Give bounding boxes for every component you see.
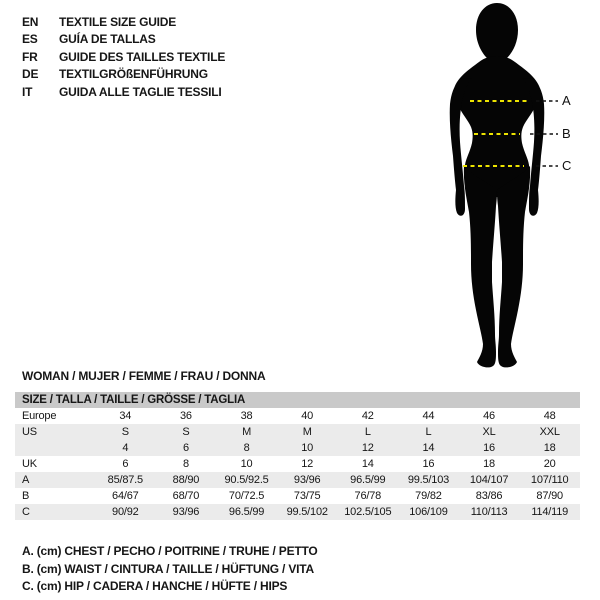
marker-label-a: A <box>562 93 571 108</box>
size-value: 96.5/99 <box>228 506 265 518</box>
row-label: A <box>22 474 30 486</box>
language-code: ES <box>22 32 38 47</box>
size-value: 20 <box>543 458 556 470</box>
list-item <box>22 66 225 84</box>
table-row <box>15 472 580 488</box>
size-value: 114/119 <box>531 506 569 518</box>
row-label: UK <box>22 458 37 470</box>
size-value: 102.5/105 <box>344 506 392 518</box>
size-value: 8 <box>182 458 189 470</box>
list-item <box>22 31 225 49</box>
size-table-header: SIZE / TALLA / TAILLE / GRÖSSE / TAGLIA <box>15 392 580 408</box>
measurement-legend <box>22 543 318 596</box>
marker-label-b: B <box>562 126 571 141</box>
size-value: 70/72.5 <box>228 490 265 502</box>
size-value: 48 <box>543 410 556 422</box>
size-value: 34 <box>119 410 132 422</box>
size-value: 6 <box>182 442 189 454</box>
table-row <box>15 488 580 504</box>
table-row <box>15 440 580 456</box>
language-label: GUIDA ALLE TAGLIE TESSILI <box>59 84 222 99</box>
legend-waist: B. (cm) WAIST / CINTURA / TAILLE / HÜFTUNG / VITA <box>22 561 314 576</box>
legend-hip: C. (cm) HIP / CADERA / HANCHE / HÜFTE / HIPS <box>22 579 288 593</box>
size-value: 18 <box>543 442 556 454</box>
language-list <box>22 13 225 101</box>
row-label: Europe <box>22 410 57 422</box>
size-value: 12 <box>301 458 314 470</box>
row-label: B <box>22 490 30 502</box>
legend-chest: A. (cm) CHEST / PECHO / POITRINE / TRUHE / PETTO <box>22 544 318 558</box>
size-value: 76/78 <box>354 490 382 502</box>
size-value: 10 <box>240 458 253 470</box>
size-value: XXL <box>539 426 560 438</box>
size-value: 16 <box>483 442 495 454</box>
size-value: 14 <box>361 458 374 470</box>
size-value: 16 <box>422 458 435 470</box>
row-label: US <box>22 426 37 438</box>
size-value: 93/96 <box>172 506 200 518</box>
language-label: GUIDE DES TAILLES TEXTILE <box>59 49 226 64</box>
language-code: EN <box>22 14 39 29</box>
size-value: 68/70 <box>172 490 200 502</box>
size-value: 4 <box>122 442 129 454</box>
size-table <box>15 392 580 520</box>
size-value: 64/67 <box>112 490 139 502</box>
size-value: 106/109 <box>409 506 448 518</box>
size-value: M <box>302 426 312 438</box>
size-value: 110/113 <box>470 506 508 518</box>
size-value: 14 <box>422 442 435 454</box>
row-label <box>15 440 95 456</box>
table-row <box>15 424 580 440</box>
size-value: 36 <box>180 410 192 422</box>
size-value: 12 <box>361 442 374 454</box>
size-value: 90.5/92.5 <box>224 474 269 486</box>
size-value: S <box>121 426 129 438</box>
size-value: M <box>242 426 252 438</box>
size-value: 88/90 <box>172 474 200 486</box>
size-value: 104/107 <box>469 474 509 486</box>
language-label: TEXTILGRÖßENFÜHRUNG <box>59 67 208 82</box>
table-row <box>15 504 580 520</box>
size-value: XL <box>482 426 496 438</box>
size-value: 6 <box>122 458 129 470</box>
language-code: IT <box>22 84 33 99</box>
size-value: 85/87.5 <box>107 474 143 486</box>
size-value: 96.5/99 <box>350 474 386 486</box>
size-value: 107/110 <box>530 474 569 486</box>
size-value: 99.5/102 <box>286 506 328 518</box>
language-label: TEXTILE SIZE GUIDE <box>59 14 177 29</box>
language-code: FR <box>22 49 38 64</box>
woman-silhouette-figure <box>427 0 563 372</box>
list-item <box>22 13 225 31</box>
size-value: 38 <box>240 410 253 422</box>
language-label: GUÍA DE TALLAS <box>59 32 156 47</box>
size-value: S <box>182 426 190 438</box>
size-value: 83/86 <box>475 490 503 502</box>
size-value: L <box>425 426 432 438</box>
size-value: 99.5/103 <box>407 474 450 486</box>
language-code: DE <box>22 67 39 82</box>
size-value: 8 <box>243 442 250 454</box>
woman-silhouette-icon <box>427 0 563 372</box>
size-value: 10 <box>301 442 314 454</box>
size-value: L <box>364 426 371 438</box>
size-value: 73/75 <box>293 490 321 502</box>
marker-label-c: C <box>562 158 572 173</box>
size-value: 40 <box>301 410 314 422</box>
size-table-body <box>15 408 580 520</box>
size-value: 93/96 <box>293 474 321 486</box>
size-value: 46 <box>483 410 495 422</box>
section-title: WOMAN / MUJER / FEMME / FRAU / DONNA <box>22 369 266 383</box>
size-value: 44 <box>422 410 435 422</box>
size-value: 18 <box>483 458 495 470</box>
list-item <box>22 83 225 101</box>
list-item <box>22 48 225 66</box>
row-label: C <box>22 506 30 518</box>
table-row <box>15 456 580 472</box>
table-row <box>15 408 580 424</box>
size-value: 79/82 <box>415 490 442 502</box>
size-value: 42 <box>361 410 374 422</box>
size-value: 87/90 <box>536 490 563 502</box>
size-value: 90/92 <box>112 506 139 518</box>
